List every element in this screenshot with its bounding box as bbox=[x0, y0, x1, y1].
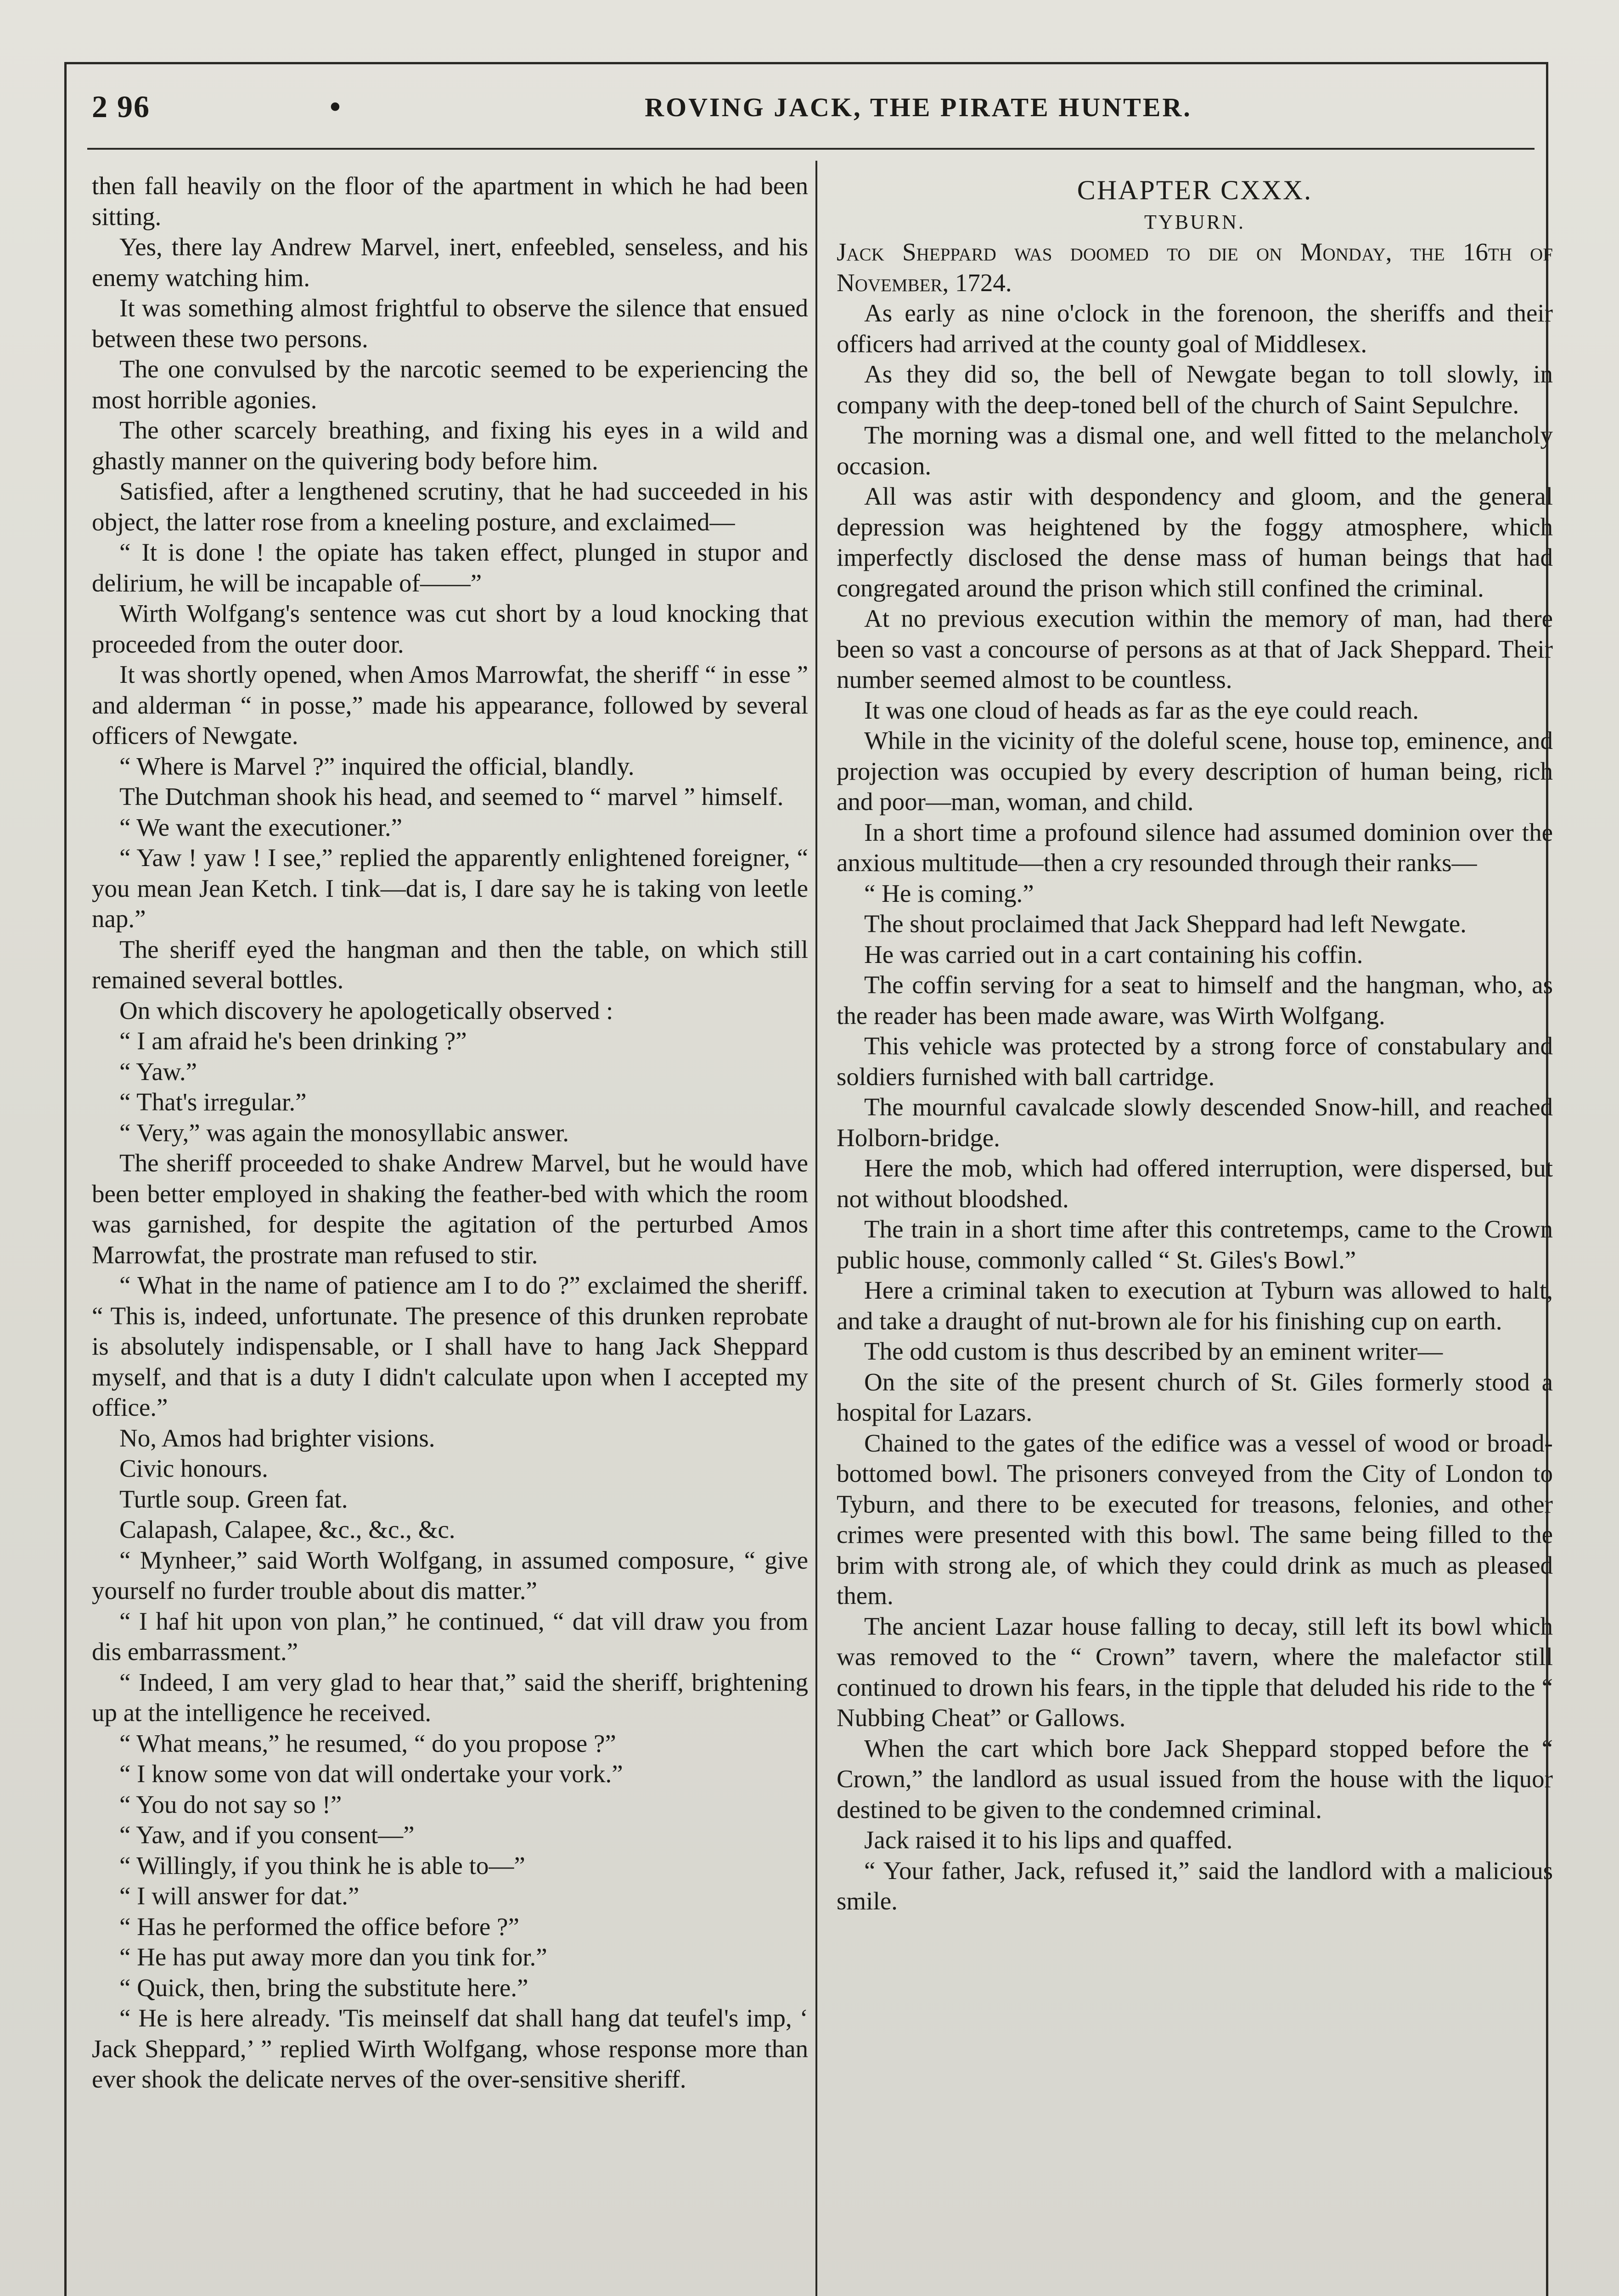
right-column bbox=[837, 171, 1553, 1917]
paragraph: All was astir with despondency and gloom, and the general depression was heightened by the foggy atmosphere, which imperfectly disclosed the dense mass of human beings that had congregated around the prison which still confined the criminal. bbox=[837, 482, 1553, 602]
paragraph: “ Yaw ! yaw ! I see,” replied the apparently enlightened foreigner, “ you mean Jean Ketch. I tink—dat is, I dare say he is taking von leetle nap.” bbox=[92, 844, 808, 933]
header-rule bbox=[87, 148, 1535, 150]
header-separator: • bbox=[330, 89, 341, 124]
paragraph: “ Very,” was again the monosyllabic answer. bbox=[119, 1118, 569, 1147]
paragraph: “ Indeed, I am very glad to hear that,” said the sheriff, brightening up at the intelligence he received. bbox=[92, 1668, 808, 1727]
paragraph: The sheriff proceeded to shake Andrew Marvel, but he would have been better employed in shaking the feather-bed with which the room was garnished, for despite the agitation of the perturbed Amos Marrowfat, the prostrate man refused to stir. bbox=[92, 1149, 808, 1269]
paragraph: It was something almost frightful to observe the silence that ensued between these two persons. bbox=[92, 294, 808, 353]
paragraph: The one convulsed by the narcotic seemed to be experiencing the most horrible agonies. bbox=[92, 355, 808, 414]
paragraph: Civic honours. bbox=[119, 1454, 268, 1482]
paragraph: then fall heavily on the floor of the apartment in which he had been sitting. bbox=[92, 172, 808, 231]
paragraph: The coffin serving for a seat to himself and the hangman, who, as the reader has been made aware, was Wirth Wolfgang. bbox=[837, 971, 1553, 1030]
paragraph: While in the vicinity of the doleful scene, house top, eminence, and projection was occupied by every description of human being, rich and poor—man, woman, and child. bbox=[837, 726, 1553, 816]
paragraph: This vehicle was protected by a strong force of constabulary and soldiers furnished with ball cartridge. bbox=[837, 1032, 1553, 1091]
paragraph: Here a criminal taken to execution at Tyburn was allowed to halt, and take a draught of nut-brown ale for his finishing cup on earth. bbox=[837, 1276, 1553, 1335]
paragraph: “ You do not say so !” bbox=[119, 1790, 342, 1818]
paragraph: “ I will answer for dat.” bbox=[119, 1882, 360, 1910]
paragraph: The shout proclaimed that Jack Sheppard had left Newgate. bbox=[864, 910, 1467, 938]
paragraph: “ I haf hit upon von plan,” he continued, “ dat vill draw you from dis embarrassment.” bbox=[92, 1607, 808, 1666]
paragraph: On which discovery he apologetically observed : bbox=[119, 996, 613, 1024]
paragraph: “ He has put away more dan you tink for.” bbox=[119, 1943, 547, 1971]
paragraph: “ Has he performed the office before ?” bbox=[119, 1912, 519, 1941]
paragraph: The morning was a dismal one, and well fitted to the melancholy occasion. bbox=[837, 421, 1553, 480]
paragraph: “ Willingly, if you think he is able to—” bbox=[119, 1851, 525, 1880]
paragraph: “ I know some von dat will ondertake your vork.” bbox=[119, 1760, 623, 1788]
paragraph: “ That's irregular.” bbox=[119, 1088, 307, 1116]
paragraph: The sheriff eyed the hangman and then the table, on which still remained several bottles. bbox=[92, 935, 808, 994]
chapter-subheading: TYBURN. bbox=[1144, 211, 1245, 233]
paragraph: “ He is coming.” bbox=[864, 879, 1034, 907]
chapter-heading: CHAPTER CXXX. bbox=[1077, 175, 1313, 205]
left-column bbox=[92, 171, 808, 2095]
paragraph: The Dutchman shook his head, and seemed to “ marvel ” himself. bbox=[119, 782, 784, 810]
paragraph: “ Yaw.” bbox=[119, 1057, 197, 1086]
paragraph: The odd custom is thus described by an eminent writer— bbox=[864, 1337, 1443, 1365]
paragraph: “ Quick, then, bring the substitute here.” bbox=[119, 1973, 528, 2002]
column-divider bbox=[815, 161, 817, 2296]
paragraph: The mournful cavalcade slowly descended Snow-hill, and reached Holborn-bridge. bbox=[837, 1093, 1553, 1152]
paragraph: In a short time a profound silence had assumed dominion over the anxious multitude—then a cry resounded through their ranks— bbox=[837, 818, 1553, 877]
paragraph: On the site of the present church of St. Giles formerly stood a hospital for Lazars. bbox=[837, 1367, 1553, 1426]
paragraph: Wirth Wolfgang's sentence was cut short by a loud knocking that proceeded from the outer door. bbox=[92, 599, 808, 658]
paragraph: “ I am afraid he's been drinking ?” bbox=[119, 1027, 467, 1055]
paragraph: “ Mynheer,” said Worth Wolfgang, in assumed composure, “ give yourself no furder trouble about dis matter.” bbox=[92, 1546, 808, 1604]
paragraph: Yes, there lay Andrew Marvel, inert, enfeebled, senseless, and his enemy watching him. bbox=[92, 233, 808, 292]
paragraph: At no previous execution within the memory of man, had there been so vast a concourse of persons as at that of Jack Sheppard. Their number seemed almost to be countless. bbox=[837, 604, 1553, 693]
paragraph: “ Yaw, and if you consent—” bbox=[119, 1821, 415, 1849]
paragraph: It was one cloud of heads as far as the eye could reach. bbox=[864, 696, 1419, 724]
paragraph: “ Your father, Jack, refused it,” said the landlord with a malicious smile. bbox=[837, 1856, 1553, 1915]
paragraph: Jack raised it to his lips and quaffed. bbox=[864, 1826, 1233, 1854]
paragraph: He was carried out in a cart containing his coffin. bbox=[864, 940, 1363, 968]
paragraph: The train in a short time after this contretemps, came to the Crown public house, commonly called “ St. Giles's Bowl.” bbox=[837, 1215, 1553, 1274]
paragraph: As they did so, the bell of Newgate began to toll slowly, in company with the deep-toned bell of the church of Saint Sepulchre. bbox=[837, 360, 1553, 419]
paragraph: It was shortly opened, when Amos Marrowfat, the sheriff “ in esse ” and alderman “ in posse,” made his appearance, followed by several officers of Newgate. bbox=[92, 660, 808, 749]
paragraph: Calapash, Calapee, &c., &c., &c. bbox=[119, 1515, 455, 1543]
paragraph: The other scarcely breathing, and fixing his eyes in a wild and ghastly manner on the quivering body before him. bbox=[92, 416, 808, 475]
paragraph: “ What in the name of patience am I to do ?” exclaimed the sheriff. “ This is, indeed, unfortunate. The presence of this drunken reprobate is absolutely indispensable, or I shall have to hang Jack Sheppard myself, and that is a duty I didn't calculate upon when I accepted my office.” bbox=[92, 1271, 808, 1421]
paragraph: “ We want the executioner.” bbox=[119, 813, 403, 841]
running-title: ROVING JACK, THE PIRATE HUNTER. bbox=[645, 92, 1192, 122]
paragraph: “ He is here already. 'Tis meinself dat shall hang dat teufel's imp, ‘ Jack Sheppard,’ ” replied Wirth Wolfgang, whose response more than ever shook the delicate nerves of the over-sensitive sheriff. bbox=[92, 2004, 808, 2093]
paragraph: As early as nine o'clock in the forenoon, the sheriffs and their officers had arrived at the county goal of Middlesex. bbox=[837, 299, 1553, 358]
paragraph: Turtle soup. Green fat. bbox=[119, 1485, 348, 1513]
paragraph: Jack Sheppard was doomed to die on Monday, the 16th of November, 1724. bbox=[837, 238, 1553, 297]
paragraph: The ancient Lazar house falling to decay, still left its bowl which was removed to the “ Crown” tavern, where the malefactor still continued to drown his fears, in the tipple that deluded his ride to the “ Nubbing Cheat” or Gallows. bbox=[837, 1612, 1553, 1732]
paragraph: “ Where is Marvel ?” inquired the official, blandly. bbox=[119, 752, 635, 780]
paragraph: When the cart which bore Jack Sheppard stopped before the “ Crown,” the landlord as usual issued from the house with the liquor destined to be given to the condemned criminal. bbox=[837, 1734, 1553, 1823]
page-number: 2 96 bbox=[92, 89, 150, 124]
paragraph: “ What means,” he resumed, “ do you propose ?” bbox=[119, 1729, 616, 1757]
paragraph: No, Amos had brighter visions. bbox=[119, 1424, 435, 1452]
paragraph: Here the mob, which had offered interruption, were dispersed, but not without bloodshed. bbox=[837, 1154, 1553, 1213]
paragraph: Satisfied, after a lengthened scrutiny, that he had succeeded in his object, the latter rose from a kneeling posture, and exclaimed— bbox=[92, 477, 808, 536]
paragraph: “ It is done ! the opiate has taken effect, plunged in stupor and delirium, he will be incapable of——” bbox=[92, 538, 808, 597]
paragraph: Chained to the gates of the edifice was a vessel of wood or broad-bottomed bowl. The prisoners conveyed from the City of London to Tyburn, and there to be executed for treasons, felonies, and other crimes were presented with this bowl. The same being filled to the brim with strong ale, of which they could drink as much as pleased them. bbox=[837, 1429, 1553, 1609]
